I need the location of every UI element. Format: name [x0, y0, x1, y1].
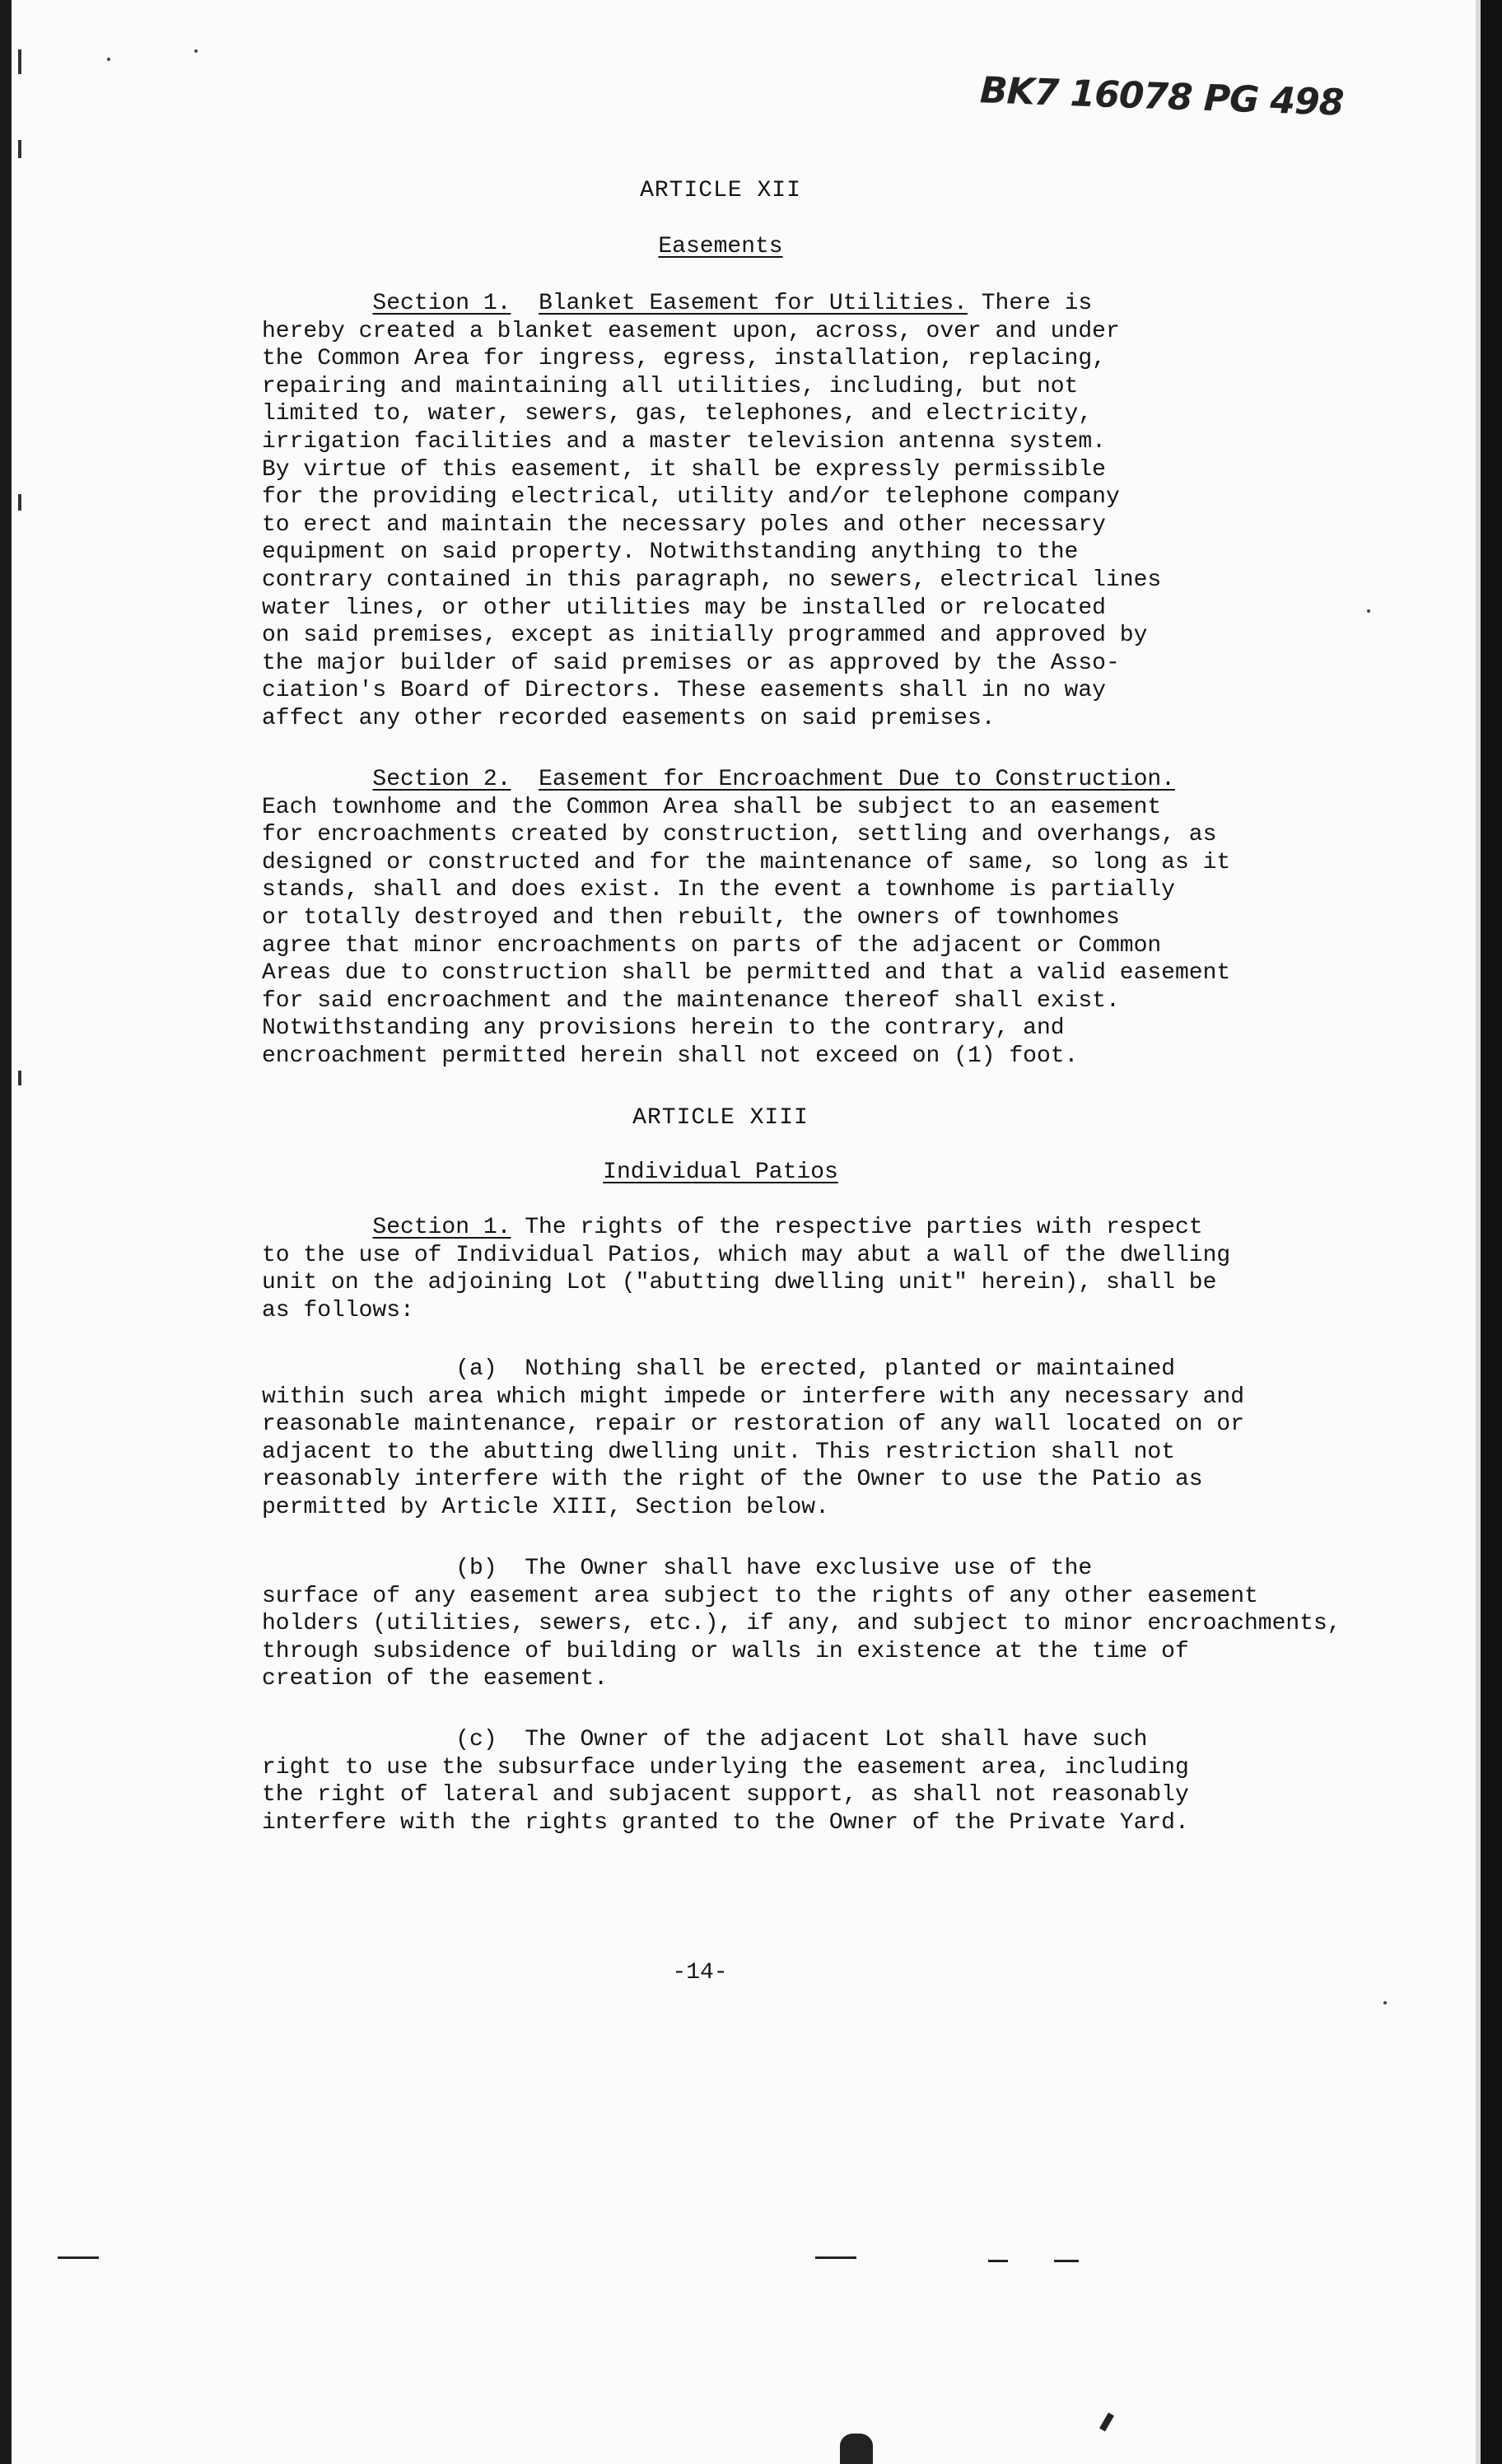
text-line: reasonably interfere with the right of the Owner to use the Patio as: [262, 1467, 1203, 1493]
section-first-rest: There is: [967, 291, 1093, 316]
text-line: within such area which might impede or interfere with any necessary and: [262, 1384, 1244, 1410]
text-line: through subsidence of building or walls in existence at the time of: [262, 1638, 1189, 1664]
scan-mark: [1054, 2260, 1079, 2262]
text-line: agree that minor encroachments on parts of the adjacent or Common: [262, 932, 1162, 959]
text-line: repairing and maintaining all utilities, including, but not: [262, 373, 1079, 399]
text-line: for said encroachment and the maintenance thereof shall exist.: [262, 987, 1120, 1014]
scan-speck: [1383, 2001, 1387, 2004]
scan-speck: [1367, 609, 1370, 613]
article-12-section-1: [262, 290, 1398, 733]
text-line: ciation's Board of Directors. These easements shall in no way: [262, 678, 1106, 704]
scan-mark: [1099, 2412, 1114, 2431]
text-line: affect any other recorded easements on said premises.: [262, 705, 996, 731]
article-13-item-c: [262, 1726, 1398, 1836]
text-line: permitted by Article XIII, Section below.: [262, 1494, 829, 1520]
text-line: limited to, water, sewers, gas, telephones, and electricity,: [262, 401, 1093, 427]
article-12-section-2: [262, 766, 1398, 1071]
scan-left-edge: [0, 0, 12, 2464]
section-label: Section 2.: [372, 767, 511, 792]
text-line: or totally destroyed and then rebuilt, the owners of townhomes: [262, 904, 1120, 931]
section-label: Section 1.: [372, 291, 511, 316]
item-first-text: (b) The Owner shall have exclusive use of the: [455, 1556, 1093, 1581]
article-12-heading: ARTICLE XII: [640, 178, 801, 203]
article-13-subheading: [0, 1160, 1441, 1185]
section-first-line: [262, 766, 1398, 794]
scan-mark: [18, 1071, 21, 1085]
text-line: as follows:: [262, 1297, 414, 1323]
recording-stamp: BK7 16078 PG 498: [979, 69, 1345, 124]
text-line: the Common Area for ingress, egress, installation, replacing,: [262, 346, 1106, 372]
text-line: adjacent to the abutting dwelling unit. This restriction shall not: [262, 1439, 1175, 1465]
text-line: equipment on said property. Notwithstanding anything to the: [262, 539, 1079, 566]
article-13-heading: ARTICLE XIII: [632, 1105, 809, 1131]
section-title: Blanket Easement for Utilities.: [539, 291, 968, 316]
item-first-line: [262, 1726, 1398, 1754]
scan-mark: [18, 49, 21, 74]
text-line: hereby created a blanket easement upon, across, over and under: [262, 318, 1120, 344]
text-line: unit on the adjoining Lot ("abutting dwelling unit" herein), shall be: [262, 1270, 1217, 1296]
scan-mark: [815, 2256, 856, 2259]
text-line: surface of any easement area subject to the rights of any other easement: [262, 1583, 1258, 1609]
text-line: By virtue of this easement, it shall be expressly permissible: [262, 456, 1106, 483]
item-body: [262, 1384, 1398, 1522]
text-line: on said premises, except as initially programmed and approved by: [262, 623, 1148, 649]
text-line: designed or constructed and for the maintenance of same, so long as it: [262, 849, 1231, 875]
text-line: the right of lateral and subjacent support, as shall not reasonably: [262, 1782, 1189, 1808]
text-line: for the providing electrical, utility and/or telephone company: [262, 484, 1120, 511]
text-line: irrigation facilities and a master television antenna system.: [262, 428, 1106, 455]
text-line: interfere with the rights granted to the Owner of the Private Yard.: [262, 1809, 1189, 1836]
text-line: Notwithstanding any provisions herein to the contrary, and: [262, 1015, 1065, 1042]
article-13-subheading-text: Individual Patios: [603, 1160, 838, 1185]
text-line: the major builder of said premises or as approved by the Asso-: [262, 650, 1120, 676]
item-first-line: [262, 1555, 1398, 1583]
text-line: reasonable maintenance, repair or restoration of any wall located on or: [262, 1412, 1244, 1438]
text-line: creation of the easement.: [262, 1666, 609, 1692]
scan-speck: [194, 49, 198, 53]
item-first-line: [262, 1356, 1398, 1384]
article-12-subheading: [0, 234, 1441, 259]
section-body: [262, 318, 1398, 733]
article-12-subheading-text: Easements: [658, 234, 783, 259]
text-line: Each townhome and the Common Area shall be subject to an easement: [262, 794, 1162, 820]
text-line: encroachment permitted herein shall not exceed on (1) foot.: [262, 1043, 1079, 1069]
text-line: Areas due to construction shall be permitted and that a valid easement: [262, 960, 1231, 987]
item-first-text: (a) Nothing shall be erected, planted or maintained: [455, 1356, 1175, 1382]
scan-mark: [18, 494, 21, 511]
text-line: contrary contained in this paragraph, no sewers, electrical lines: [262, 567, 1162, 593]
scan-blot: [840, 2434, 873, 2464]
section-first-rest: The rights of the respective parties with respect: [511, 1215, 1203, 1240]
text-line: stands, shall and does exist. In the event a townhome is partially: [262, 877, 1175, 903]
section-first-line: [262, 1214, 1398, 1242]
text-line: to the use of Individual Patios, which may abut a wall of the dwelling: [262, 1242, 1231, 1268]
item-body: [262, 1754, 1398, 1837]
article-13-item-a: [262, 1356, 1398, 1522]
item-first-text: (c) The Owner of the adjacent Lot shall have such: [455, 1727, 1148, 1752]
text-line: holders (utilities, sewers, etc.), if any, and subject to minor encroachments,: [262, 1611, 1341, 1637]
article-13-section-1: [262, 1214, 1398, 1324]
scan-speck: [107, 58, 110, 61]
text-line: to erect and maintain the necessary poles and other necessary: [262, 511, 1106, 538]
item-body: [262, 1583, 1398, 1693]
section-body: [262, 1242, 1398, 1325]
text-line: right to use the subsurface underlying the easement area, including: [262, 1754, 1189, 1780]
scan-mark: [988, 2260, 1008, 2262]
text-line: for encroachments created by construction, settling and overhangs, as: [262, 822, 1217, 848]
section-title: Easement for Encroachment Due to Construction.: [539, 767, 1175, 792]
text-line: water lines, or other utilities may be installed or relocated: [262, 595, 1106, 621]
section-label: Section 1.: [372, 1215, 511, 1240]
section-body: [262, 794, 1398, 1071]
scan-mark: [58, 2256, 99, 2259]
section-first-line: [262, 290, 1398, 318]
article-13-item-b: [262, 1555, 1398, 1693]
page-number: -14-: [672, 1960, 728, 1986]
scan-mark: [18, 140, 21, 158]
scan-right-edge: [1481, 0, 1502, 2464]
